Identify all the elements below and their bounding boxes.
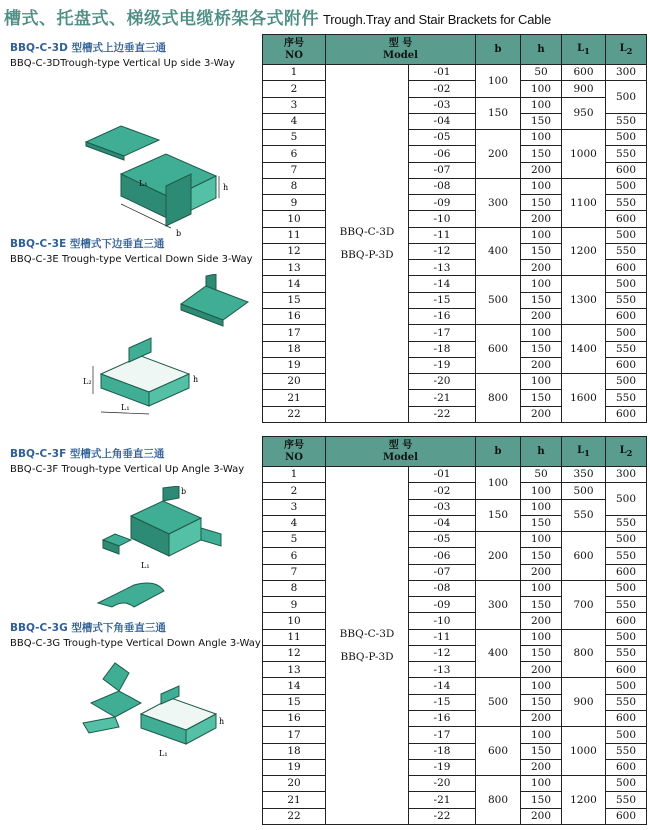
table-row: 17 -17 600 100 1000 500	[263, 727, 647, 743]
table-row: 10 -10 200 600	[263, 613, 647, 629]
tee-down-side-drawing	[81, 334, 206, 419]
svg-text:h: h	[219, 717, 225, 726]
caption-3e-cn: BBQ-C-3E 型槽式下边垂直三通	[10, 238, 165, 250]
table-row: 17 -17 600 100 1400 500	[263, 325, 647, 341]
figure-panel	[6, 34, 261, 423]
table-row: 1 BBQ-C-3D BBQ-P-3D -01 100 50 600 300	[263, 65, 647, 81]
table-row: 12 -12 150 550	[263, 243, 647, 259]
table-row: 4 -04 150 550	[263, 515, 647, 531]
caption-3g-en: BBQ-C-3G Trough-type Vertical Down Angle 3-Way	[10, 638, 261, 649]
side-plate-drawing	[101, 532, 136, 557]
caption-3f-cn: BBQ-C-3F 型槽式上角垂直三通	[10, 448, 165, 460]
table-row: 20 -20 800 100 1600 500	[263, 374, 647, 390]
spec-table	[262, 436, 647, 825]
table-row: 21 -21 150 550	[263, 390, 647, 406]
table-row: 16 -16 200 600	[263, 308, 647, 324]
table-row: 15 -15 150 550	[263, 694, 647, 710]
table-row: 15 -15 150 550	[263, 292, 647, 308]
svg-text:L₁: L₁	[159, 749, 168, 758]
table-row: 5 -05 200 100 1000 500	[263, 130, 647, 146]
table-row: 5 -05 200 100 600 500	[263, 532, 647, 548]
caption-3g-cn: BBQ-C-3G 型槽式下角垂直三通	[10, 622, 166, 634]
table-row: 21 -21 150 550	[263, 792, 647, 808]
header-h: h	[521, 437, 562, 467]
table-row: 4 -04 150 550	[263, 113, 647, 129]
table-row: 3 -03 150 100 550	[263, 499, 647, 515]
svg-text:L₁: L₁	[139, 179, 148, 188]
header-h: h	[521, 35, 562, 65]
table-row: 13 -13 200 600	[263, 662, 647, 678]
table-row: 20 -20 800 100 1200 500	[263, 776, 647, 792]
tee-up-side-drawing	[81, 124, 241, 244]
caption-3f-en: BBQ-C-3F Trough-type Vertical Up Angle 3-Way	[10, 464, 245, 475]
table-row: 19 -19 200 600	[263, 759, 647, 775]
model-cell: BBQ-C-3D BBQ-P-3D	[326, 65, 409, 423]
table-row: 3 -03 150 100 950	[263, 97, 647, 113]
section-3f-3g	[6, 436, 646, 825]
table-row: 18 -18 150 550	[263, 743, 647, 759]
header-l2: $L_2$	[606, 437, 647, 467]
table-row: 1 BBQ-C-3D BBQ-P-3D -01 100 50 350 300	[263, 467, 647, 483]
table-row: 9 -09 150 550	[263, 597, 647, 613]
table-row: 2 -02 100 500 500	[263, 483, 647, 499]
header-l2: $L_2$	[606, 35, 647, 65]
table-row: 14 -14 500 100 900 500	[263, 678, 647, 694]
table-row: 18 -18 150 550	[263, 341, 647, 357]
header-b: b	[476, 35, 521, 65]
spec-table	[262, 34, 647, 423]
header-b: b	[476, 437, 521, 467]
header-l1: $L_1$	[562, 437, 606, 467]
header-l1: $L_1$	[562, 35, 606, 65]
elbow-cover-drawing	[94, 571, 169, 616]
table-row: 9 -09 150 550	[263, 195, 647, 211]
page-title-en: Trough.Tray and Stair Brackets for Cable	[323, 12, 552, 27]
table-row: 19 -19 200 600	[263, 357, 647, 373]
svg-text:L₂: L₂	[83, 377, 92, 386]
svg-text:h: h	[193, 375, 199, 384]
page-title	[4, 4, 551, 28]
tee-down-angle-drawing	[131, 684, 231, 764]
table-row: 6 -06 150 550	[263, 548, 647, 564]
svg-text:b: b	[181, 487, 187, 496]
table-row: 2 -02 100 900 500	[263, 81, 647, 97]
table-row: 8 -08 300 100 700 500	[263, 580, 647, 596]
table-row: 6 -06 150 550	[263, 146, 647, 162]
model-cell: BBQ-C-3D BBQ-P-3D	[326, 467, 409, 825]
table-row: 22 -22 200 600	[263, 808, 647, 824]
table-row: 12 -12 150 550	[263, 645, 647, 661]
header-no: 序号 NO	[263, 35, 326, 65]
svg-text:L₁: L₁	[141, 561, 150, 570]
table-row: 13 -13 200 600	[263, 260, 647, 276]
table-row: 10 -10 200 600	[263, 211, 647, 227]
caption-3e-en: BBQ-C-3E Trough-type Vertical Down Side 3-Way	[10, 254, 253, 265]
table-row: 22 -22 200 600	[263, 406, 647, 422]
table-row: 11 -11 400 100 1200 500	[263, 227, 647, 243]
caption-3d-en: BBQ-C-3DTrough-type Vertical Up side 3-Way	[10, 58, 235, 69]
svg-text:h: h	[223, 183, 229, 192]
page-title-cn: 槽式、托盘式、梯级式电缆桥架各式附件	[4, 9, 319, 29]
table-row: 7 -07 200 600	[263, 162, 647, 178]
table-row: 11 -11 400 100 800 500	[263, 629, 647, 645]
svg-text:L₁: L₁	[121, 403, 130, 412]
figure-panel	[6, 436, 261, 825]
table-row: 16 -16 200 600	[263, 710, 647, 726]
table-row: 7 -07 200 600	[263, 564, 647, 580]
header-model: 型 号 Model	[326, 437, 476, 467]
header-no: 序号 NO	[263, 437, 326, 467]
table-row: 8 -08 300 100 1100 500	[263, 178, 647, 194]
table-row: 14 -14 500 100 1300 500	[263, 276, 647, 292]
header-model: 型 号 Model	[326, 35, 476, 65]
caption-3d-cn: BBQ-C-3D 型槽式上边垂直三通	[10, 42, 166, 54]
svg-text:b: b	[176, 229, 182, 238]
section-3d-3e	[6, 34, 646, 423]
tee-down-side-part-drawing	[176, 274, 256, 334]
